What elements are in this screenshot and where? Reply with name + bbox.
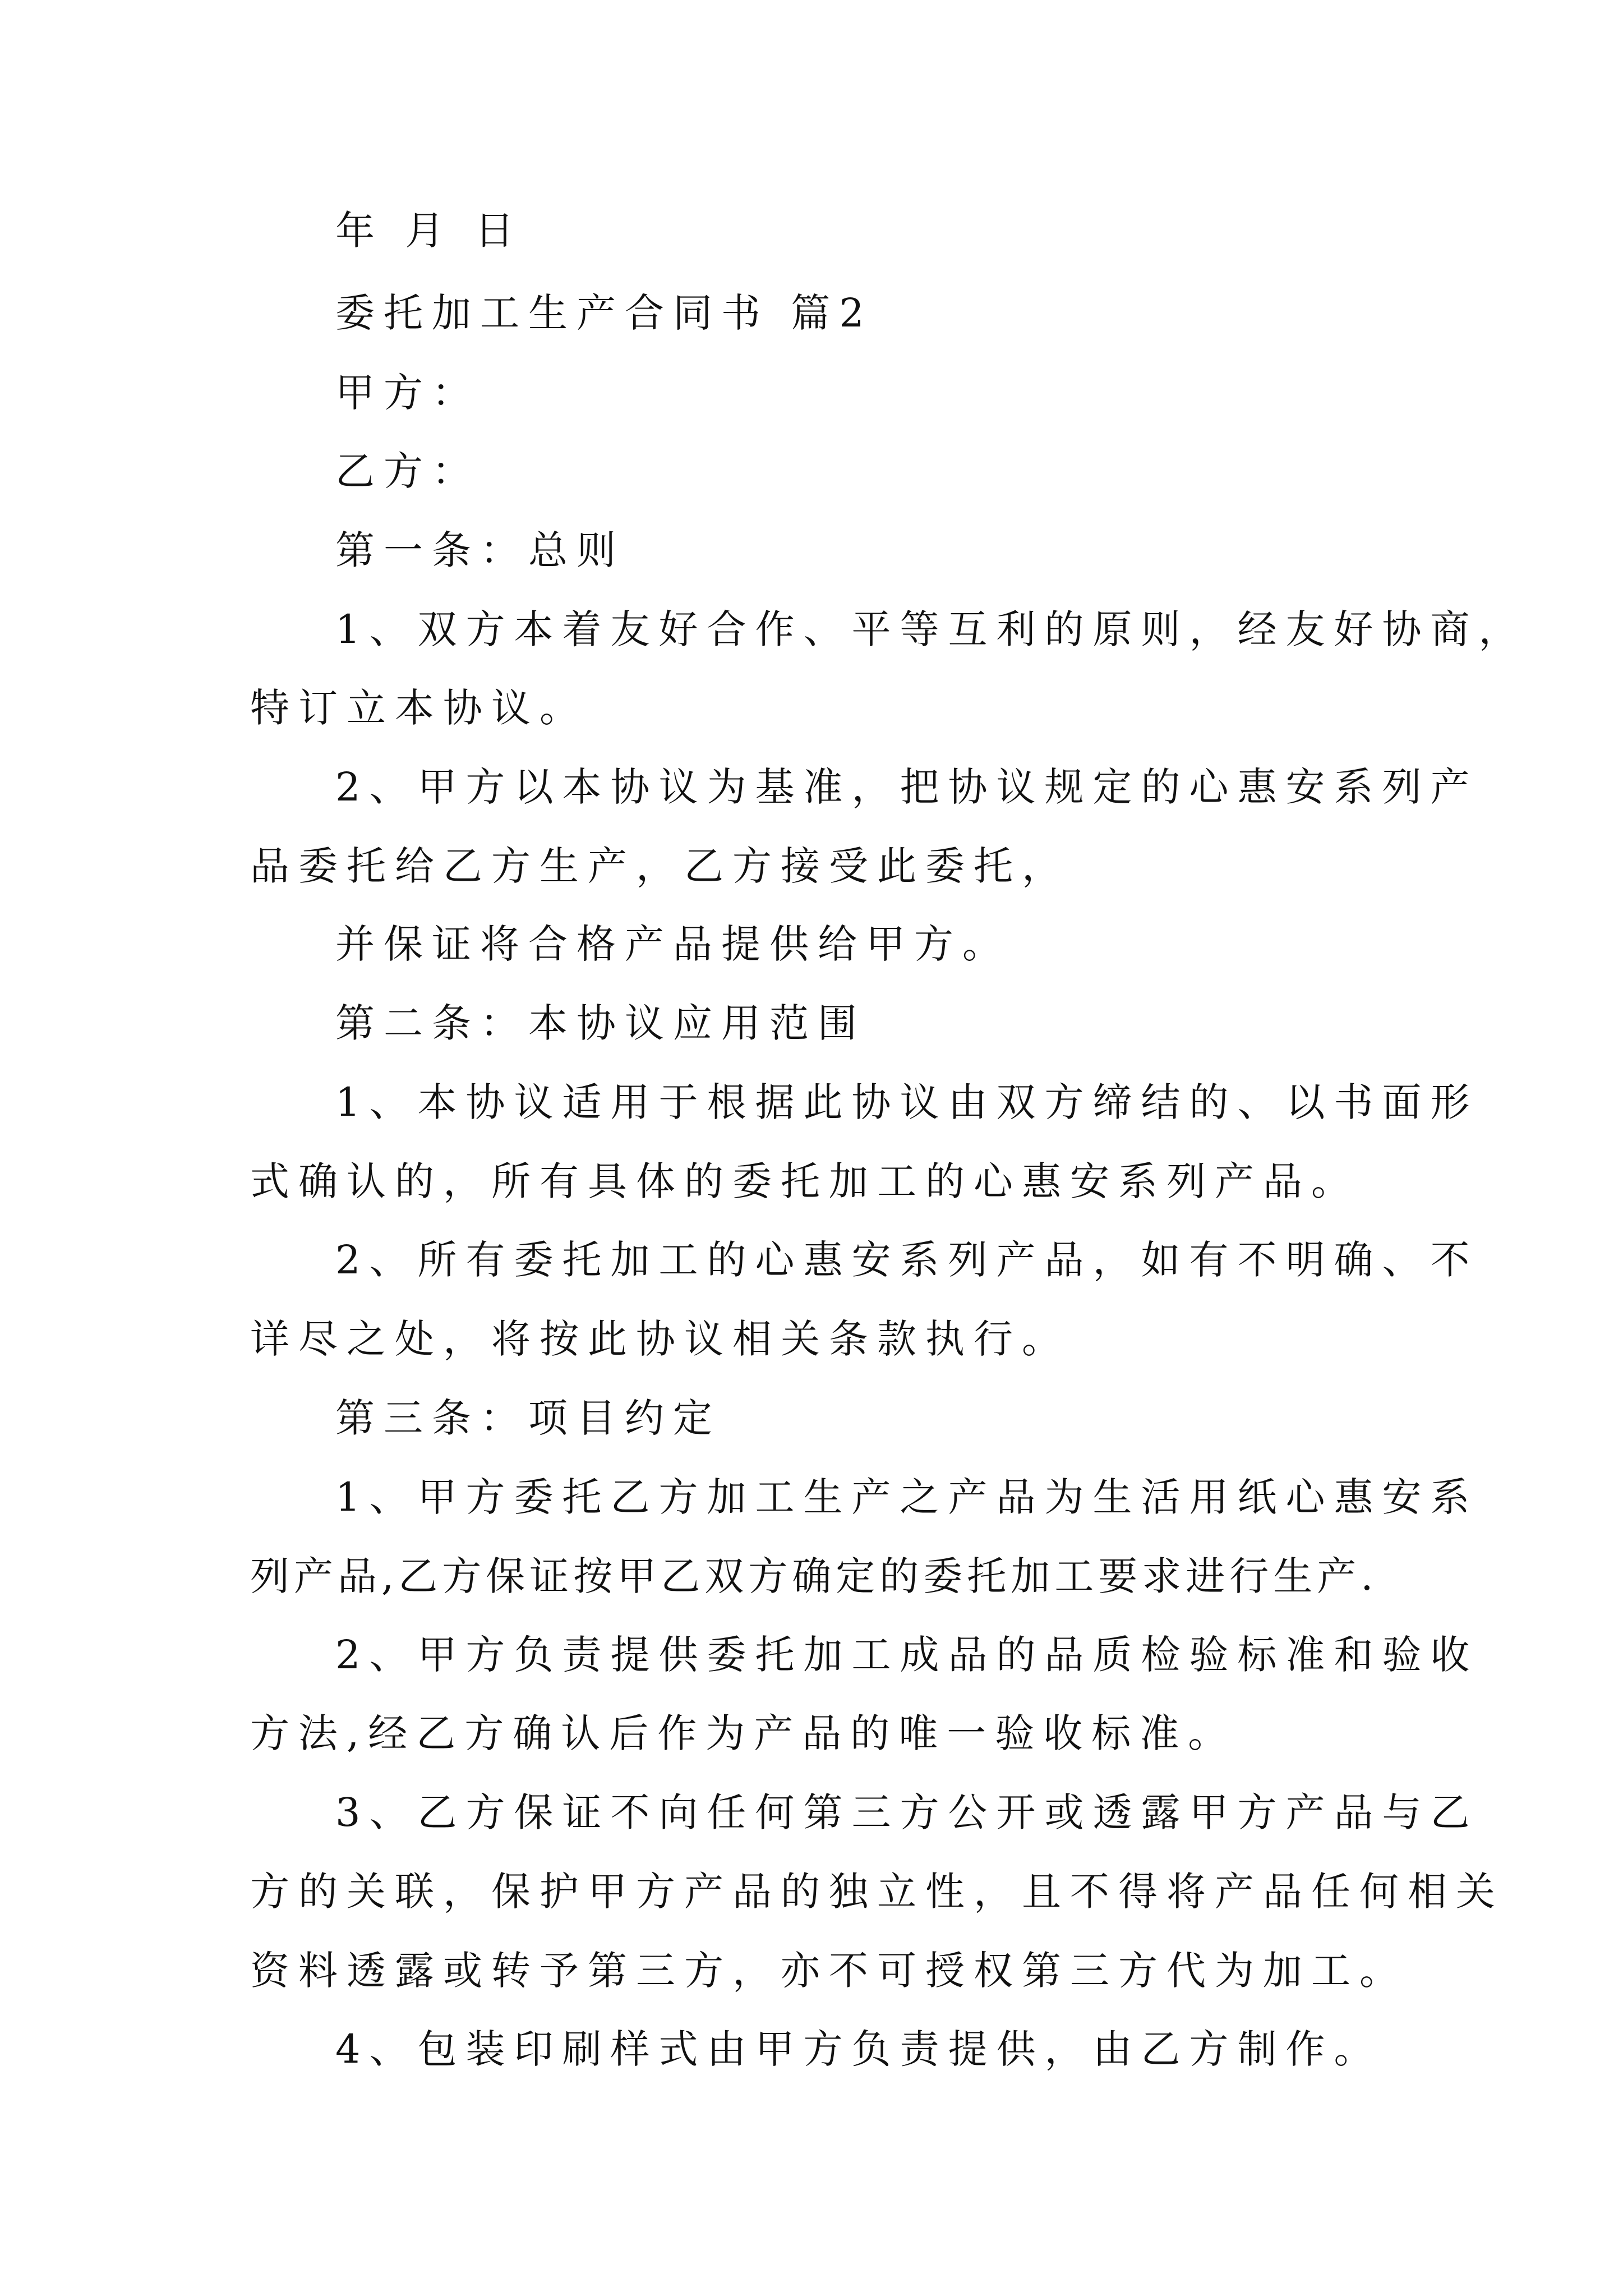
- article-1-clause-2c: 并保证将合格产品提供给甲方。: [335, 921, 1011, 967]
- article-1-clause-2a: 2、甲方以本协议为基准，把协议规定的心惠安系列产: [335, 764, 1479, 810]
- contract-title: 委托加工生产合同书 篇2: [335, 290, 873, 336]
- article-2-heading: 第二条：本协议应用范围: [335, 1000, 866, 1046]
- article-1-clause-1a: 1、双方本着友好合作、平等互利的原则，经友好协商，: [335, 606, 1527, 652]
- article-3-clause-1a: 1、甲方委托乙方加工生产之产品为生活用纸心惠安系: [335, 1474, 1479, 1520]
- article-3-clause-3c: 资料透露或转予第三方，亦不可授权第三方代为加工。: [250, 1948, 1408, 1994]
- article-3-clause-1b: 列产品,乙方保证按甲乙双方确定的委托加工要求进行生产.: [250, 1553, 1378, 1599]
- article-1-clause-2b: 品委托给乙方生产，乙方接受此委托，: [250, 843, 1070, 889]
- article-3-heading: 第三条：项目约定: [335, 1395, 721, 1441]
- article-3-clause-2a: 2、甲方负责提供委托加工成品的品质检验标准和验收: [335, 1632, 1479, 1678]
- date-line: 年 月 日: [335, 208, 523, 254]
- party-b-label: 乙方：: [335, 448, 480, 494]
- article-1-clause-1b: 特订立本协议。: [250, 685, 588, 731]
- article-3-clause-3b: 方的关联，保护甲方产品的独立性，且不得将产品任何相关: [250, 1869, 1504, 1915]
- article-2-clause-2a: 2、所有委托加工的心惠安系列产品，如有不明确、不: [335, 1237, 1479, 1283]
- article-3-clause-3a: 3、乙方保证不向任何第三方公开或透露甲方产品与乙: [335, 1789, 1479, 1835]
- party-a-label: 甲方：: [335, 370, 480, 416]
- article-2-clause-2b: 详尽之处，将按此协议相关条款执行。: [250, 1316, 1070, 1362]
- article-2-clause-1b: 式确认的，所有具体的委托加工的心惠安系列产品。: [250, 1158, 1359, 1204]
- article-2-clause-1a: 1、本协议适用于根据此协议由双方缔结的、以书面形: [335, 1079, 1479, 1125]
- article-3-clause-2b: 方法,经乙方确认后作为产品的唯一验收标准。: [250, 1710, 1237, 1756]
- article-3-clause-4: 4、包装印刷样式由甲方负责提供，由乙方制作。: [335, 2026, 1382, 2072]
- article-1-heading: 第一条：总则: [335, 527, 625, 573]
